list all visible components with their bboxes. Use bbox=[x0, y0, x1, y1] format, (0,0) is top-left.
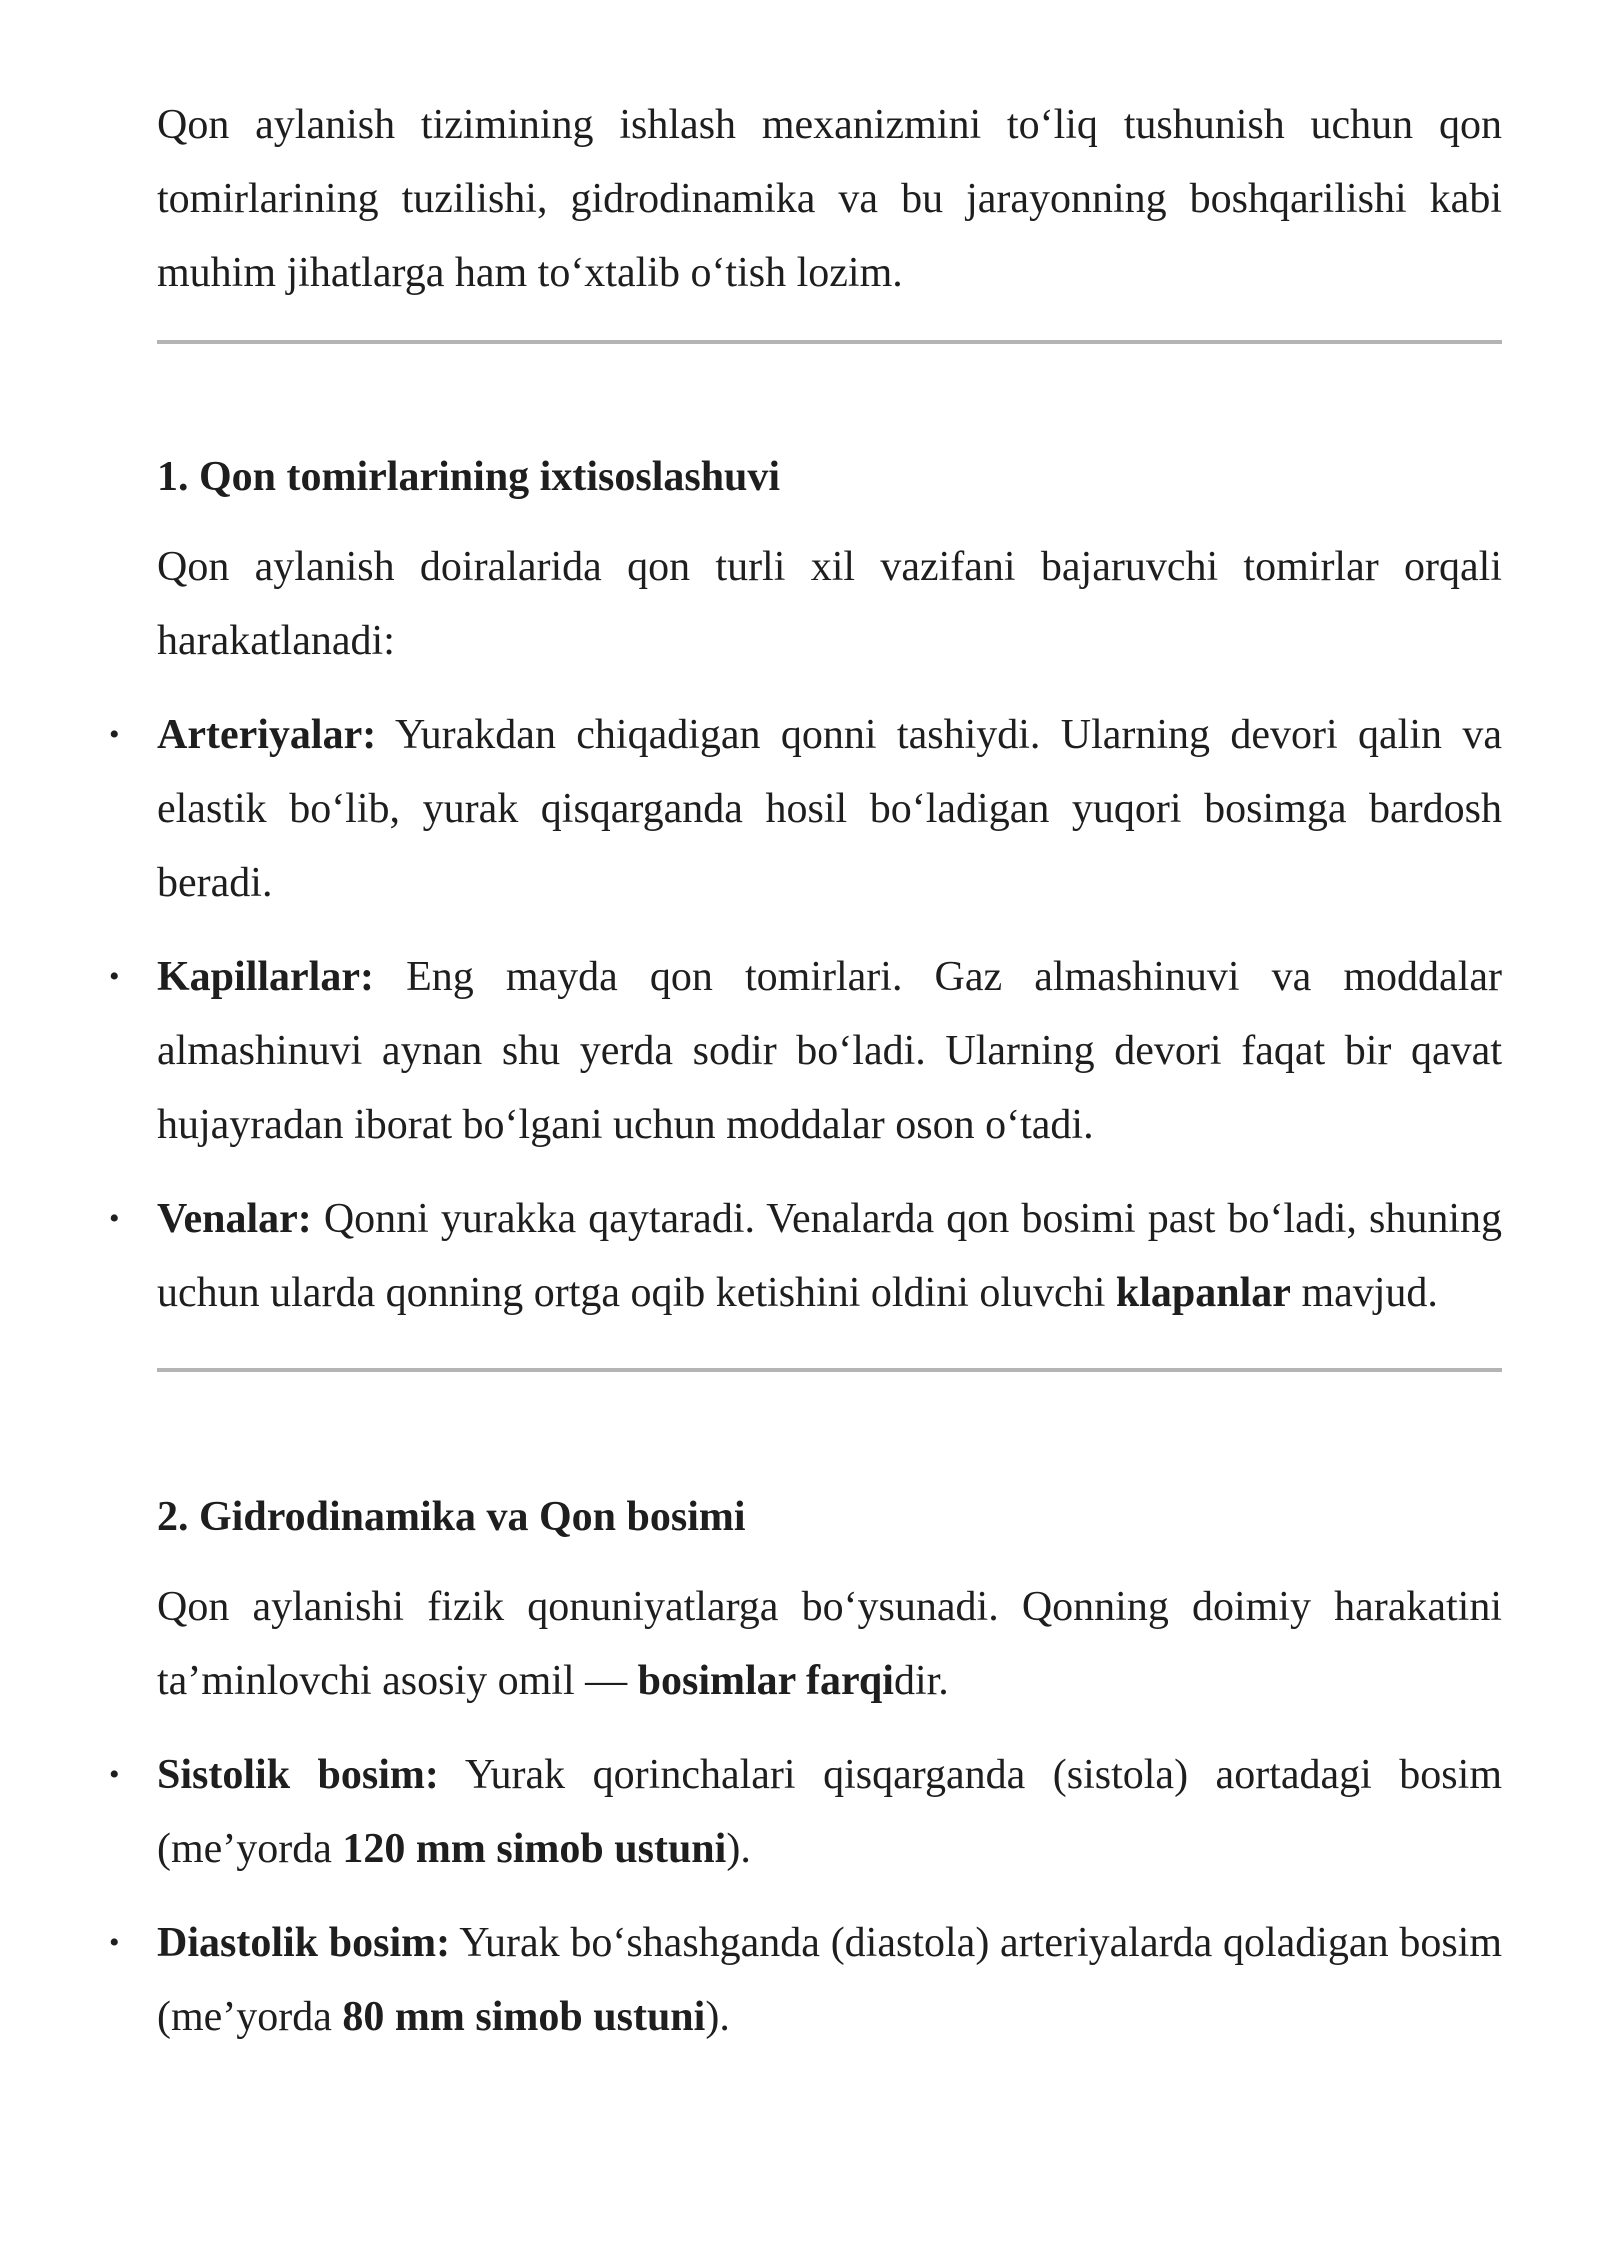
list-item-text bbox=[157, 1738, 1502, 1886]
list-item-diastolik bbox=[109, 1906, 1503, 2054]
term-label: Kapillarlar: bbox=[157, 954, 374, 1000]
section-2-title: 2. Gidrodinamika va Qon bosimi bbox=[157, 1494, 746, 1540]
vessel-list bbox=[109, 698, 1502, 1330]
term-description-end: ). bbox=[726, 1826, 751, 1872]
term-description-end: ). bbox=[705, 1994, 730, 2040]
term-label: Sistolik bosim: bbox=[157, 1752, 439, 1798]
bullet-icon: • bbox=[109, 1202, 120, 1235]
emphasis-text: 120 mm simob ustuni bbox=[342, 1826, 727, 1872]
bullet-icon: • bbox=[109, 718, 120, 751]
list-item-text bbox=[157, 940, 1502, 1162]
term-description-end: mavjud. bbox=[1290, 1270, 1438, 1316]
term-label: Diastolik bosim: bbox=[157, 1920, 451, 1966]
section-1-title: 1. Qon tomirlarining ixtisoslashuvi bbox=[157, 454, 781, 500]
term-label: Venalar: bbox=[157, 1196, 312, 1242]
term-description: Qonni yurakka qaytaradi. Venalarda qon bosimi past bo‘ladi, shuning uchun ularda qonning ortga oqib ketishini oldini oluvchi bbox=[157, 1196, 1502, 1316]
bullet-icon: • bbox=[109, 1926, 120, 1959]
section-1-intro: Qon aylanish doiralarida qon turli xil vazifani bajaruvchi tomirlar orqali harakatlanadi: bbox=[157, 544, 1502, 664]
intro-paragraph: Qon aylanish tizimining ishlash mexanizmini to‘liq tushunish uchun qon tomirlarining tuzilishi, gidrodinamika va bu jarayonning boshqarilishi kabi muhim jihatlarga ham to‘xtalib o‘tish lozim. bbox=[157, 102, 1502, 296]
divider bbox=[157, 1368, 1502, 1372]
list-item-text bbox=[157, 1906, 1502, 2054]
list-item-text bbox=[157, 1182, 1502, 1330]
divider bbox=[157, 340, 1502, 344]
list-item-arteriyalar bbox=[109, 698, 1502, 920]
document-page bbox=[109, 88, 1503, 2074]
intro-text-end: dir. bbox=[893, 1658, 949, 1704]
section-2-intro bbox=[157, 1570, 1502, 1718]
emphasis-text: klapanlar bbox=[1115, 1270, 1291, 1316]
list-item-venalar bbox=[109, 1182, 1502, 1330]
list-item-text bbox=[157, 698, 1502, 920]
term-description: Yurak bo‘shashganda (diastola) arteriyalarda qoladigan bosim (me’yorda bbox=[157, 1920, 1503, 2040]
term-label: Arteriyalar: bbox=[157, 712, 377, 758]
emphasis-text: bosimlar farqi bbox=[637, 1658, 894, 1704]
pressure-list bbox=[109, 1738, 1503, 2054]
intro-text: Qon aylanishi fizik qonuniyatlarga bo‘ysunadi. Qonning doimiy harakatini ta’minlovchi asosiy omil — bbox=[157, 1584, 1502, 1704]
bullet-icon: • bbox=[109, 960, 120, 993]
list-item-kapillarlar bbox=[109, 940, 1502, 1162]
term-description: Yurak qorinchalari qisqarganda (sistola) aortadagi bosim (me’yorda bbox=[157, 1752, 1502, 1872]
emphasis-text: 80 mm simob ustuni bbox=[342, 1994, 706, 2040]
term-description: Eng mayda qon tomirlari. Gaz almashinuvi va moddalar almashinuvi aynan shu yerda sodir bo‘ladi. Ularning devori faqat bir qavat hujayradan iborat bo‘lgani uchun moddalar oson o‘tadi. bbox=[157, 954, 1502, 1148]
bullet-icon: • bbox=[109, 1758, 120, 1791]
term-description: Yurakdan chiqadigan qonni tashiydi. Ularning devori qalin va elastik bo‘lib, yurak qisqarganda hosil bo‘ladigan yuqori bosimga bardosh beradi. bbox=[157, 712, 1502, 906]
list-item-sistolik bbox=[109, 1738, 1502, 1886]
